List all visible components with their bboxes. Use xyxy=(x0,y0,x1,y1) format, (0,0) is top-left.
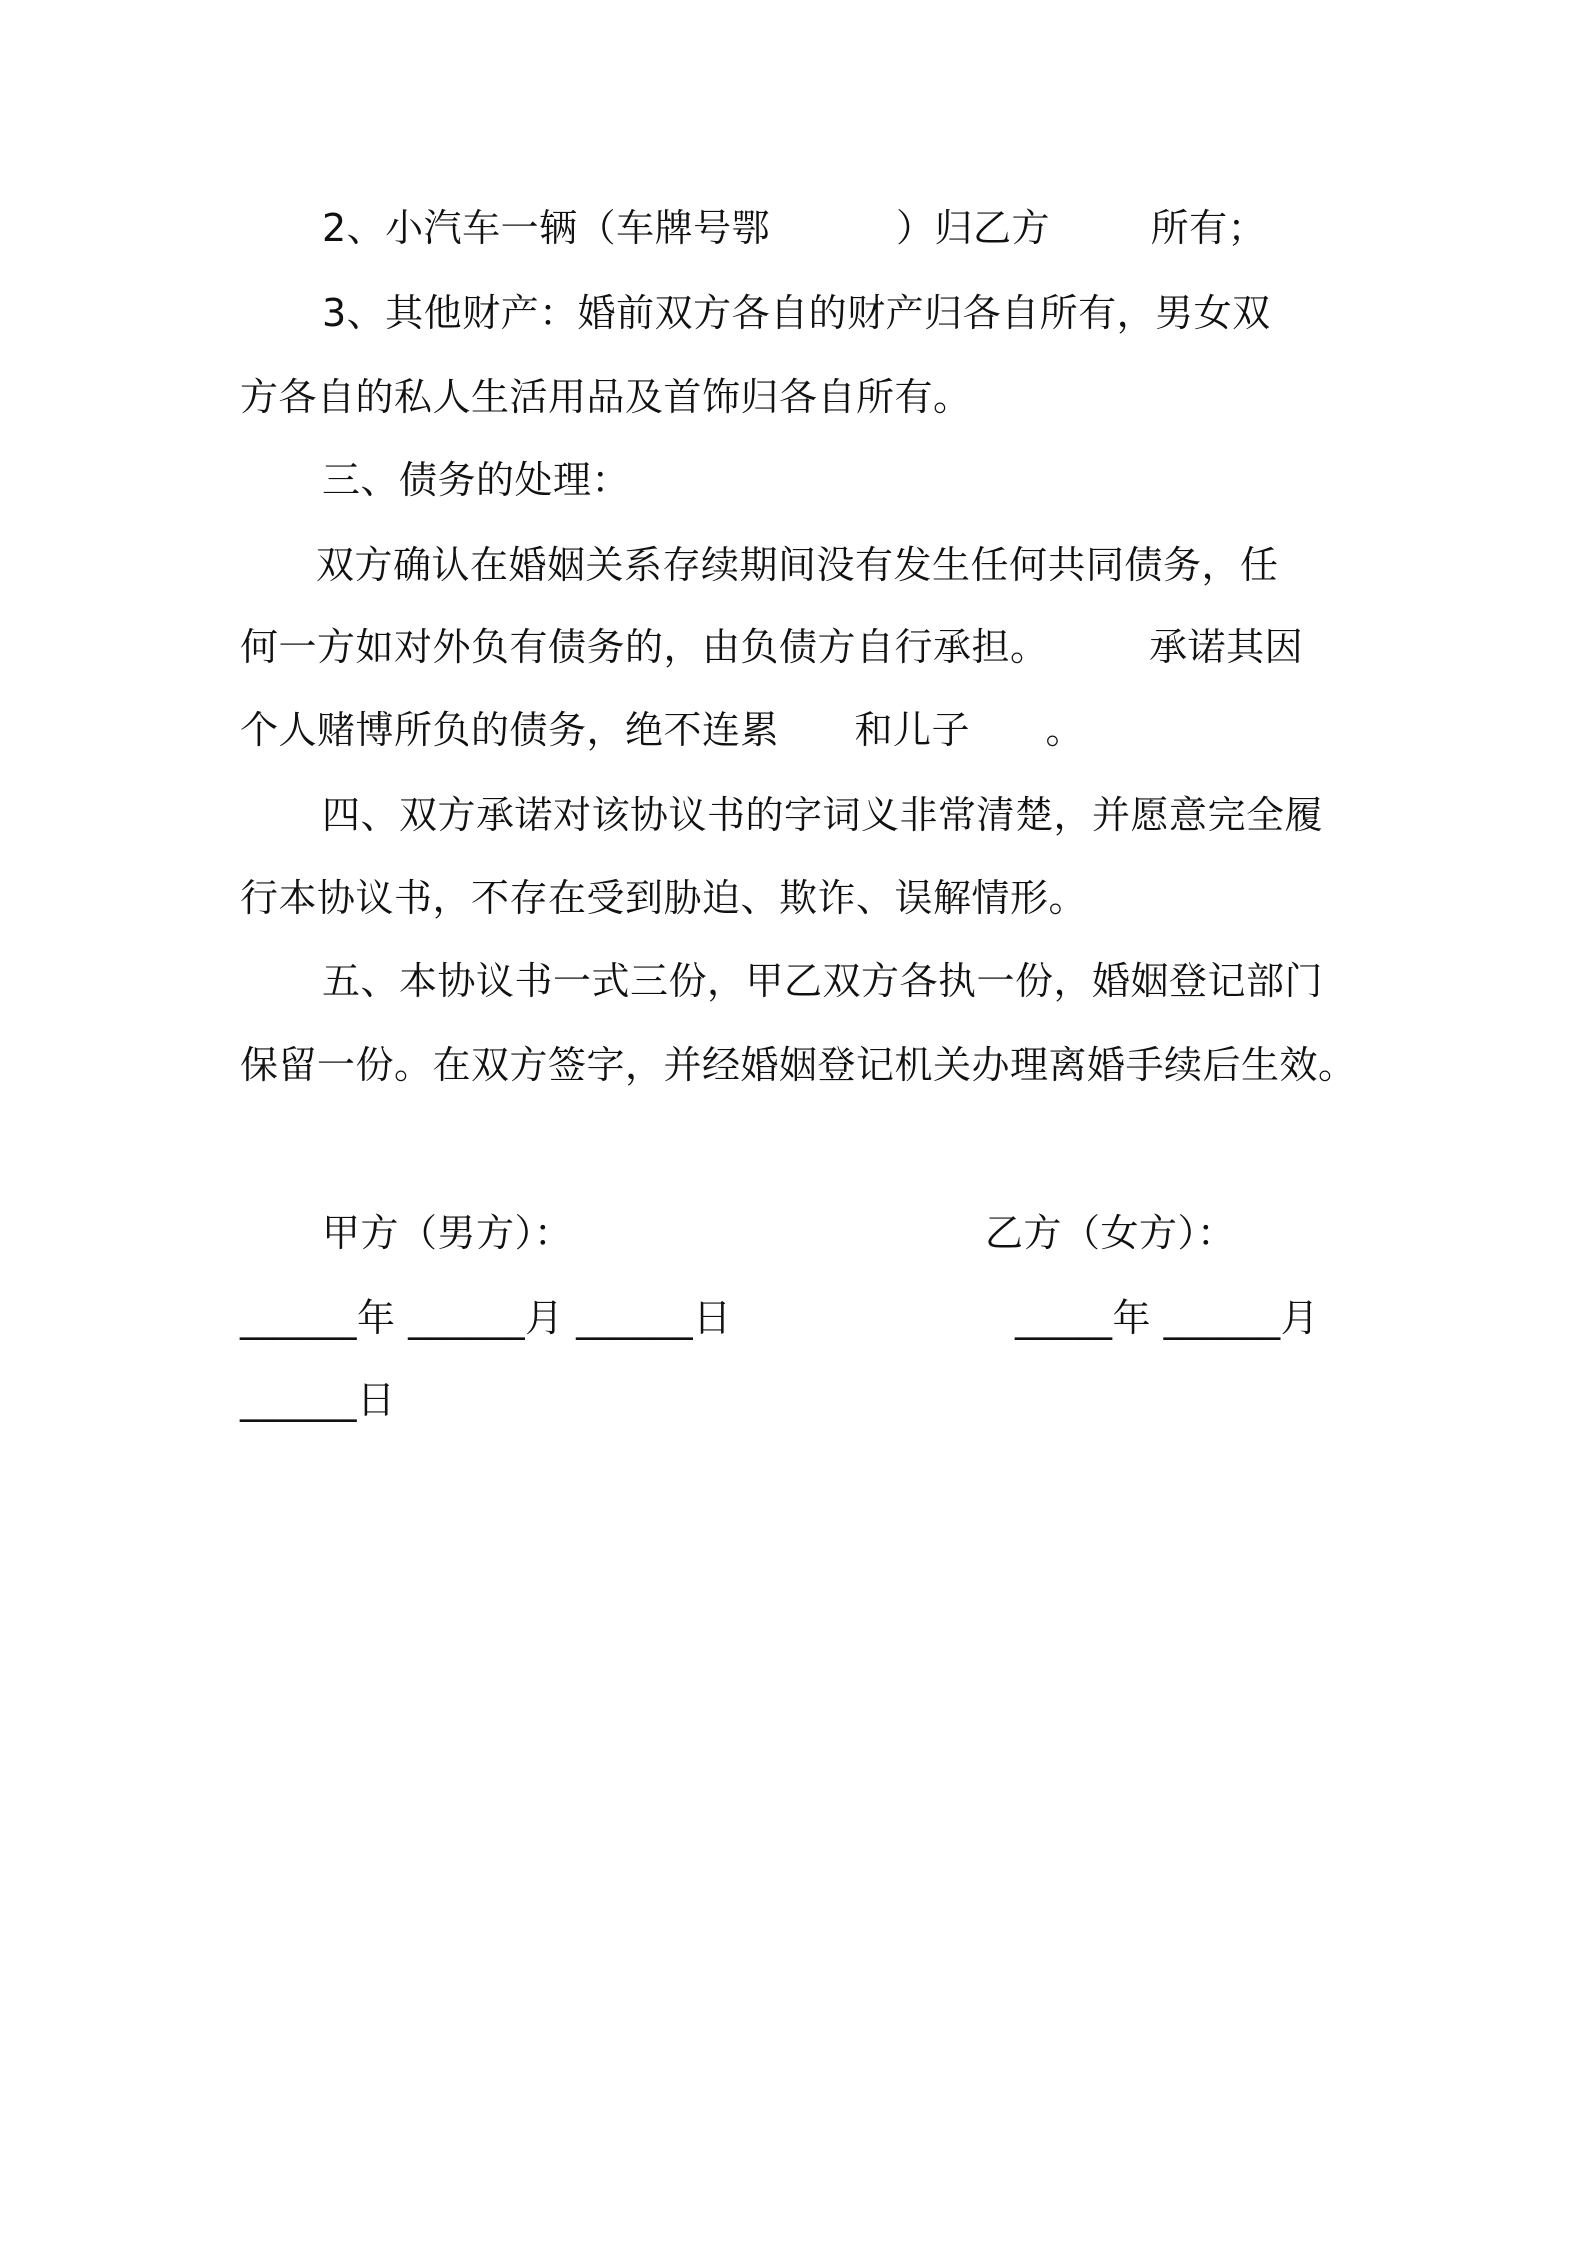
debt-paragraph-line-1: 双方确认在婚姻关系存续期间没有发生任何共同债务，任 xyxy=(316,543,1279,587)
section-four-line-2: 行本协议书，不存在受到胁迫、欺诈、误解情形。 xyxy=(240,876,1088,920)
party-b-date-field: _____年 ______月 xyxy=(1015,1296,1320,1340)
clause-car: 2、小汽车一辆（车牌号鄂 ）归乙方 所有； xyxy=(322,206,1267,250)
debt-paragraph-line-2: 何一方如对外负有债务的，由负债方自行承担。 承诺其因 xyxy=(240,625,1304,669)
section-four-line-1: 四、双方承诺对该协议书的字词义非常清楚，并愿意完全履 xyxy=(322,793,1324,837)
section-five-line-1: 五、本协议书一式三份，甲乙双方各执一份，婚姻登记部门 xyxy=(322,959,1324,1003)
party-b-signature-label: 乙方（女方）： xyxy=(985,1211,1236,1255)
party-b-date-day-field: ______日 xyxy=(240,1378,396,1422)
party-a-signature-label: 甲方（男方）： xyxy=(322,1211,573,1255)
section-debt-heading: 三、债务的处理： xyxy=(322,458,631,502)
clause-other-property: 3、其他财产：婚前双方各自的财产归各自所有，男女双 xyxy=(322,291,1271,335)
section-five-line-2: 保留一份。在双方签字，并经婚姻登记机关办理离婚手续后生效。 xyxy=(240,1043,1357,1087)
party-a-date-field: ______年 ______月 ______日 xyxy=(240,1296,732,1340)
debt-paragraph-line-3: 个人赌博所负的债务，绝不连累 和儿子 。 xyxy=(240,708,1084,752)
clause-other-property-cont: 方各自的私人生活用品及首饰归各自所有。 xyxy=(240,375,972,419)
